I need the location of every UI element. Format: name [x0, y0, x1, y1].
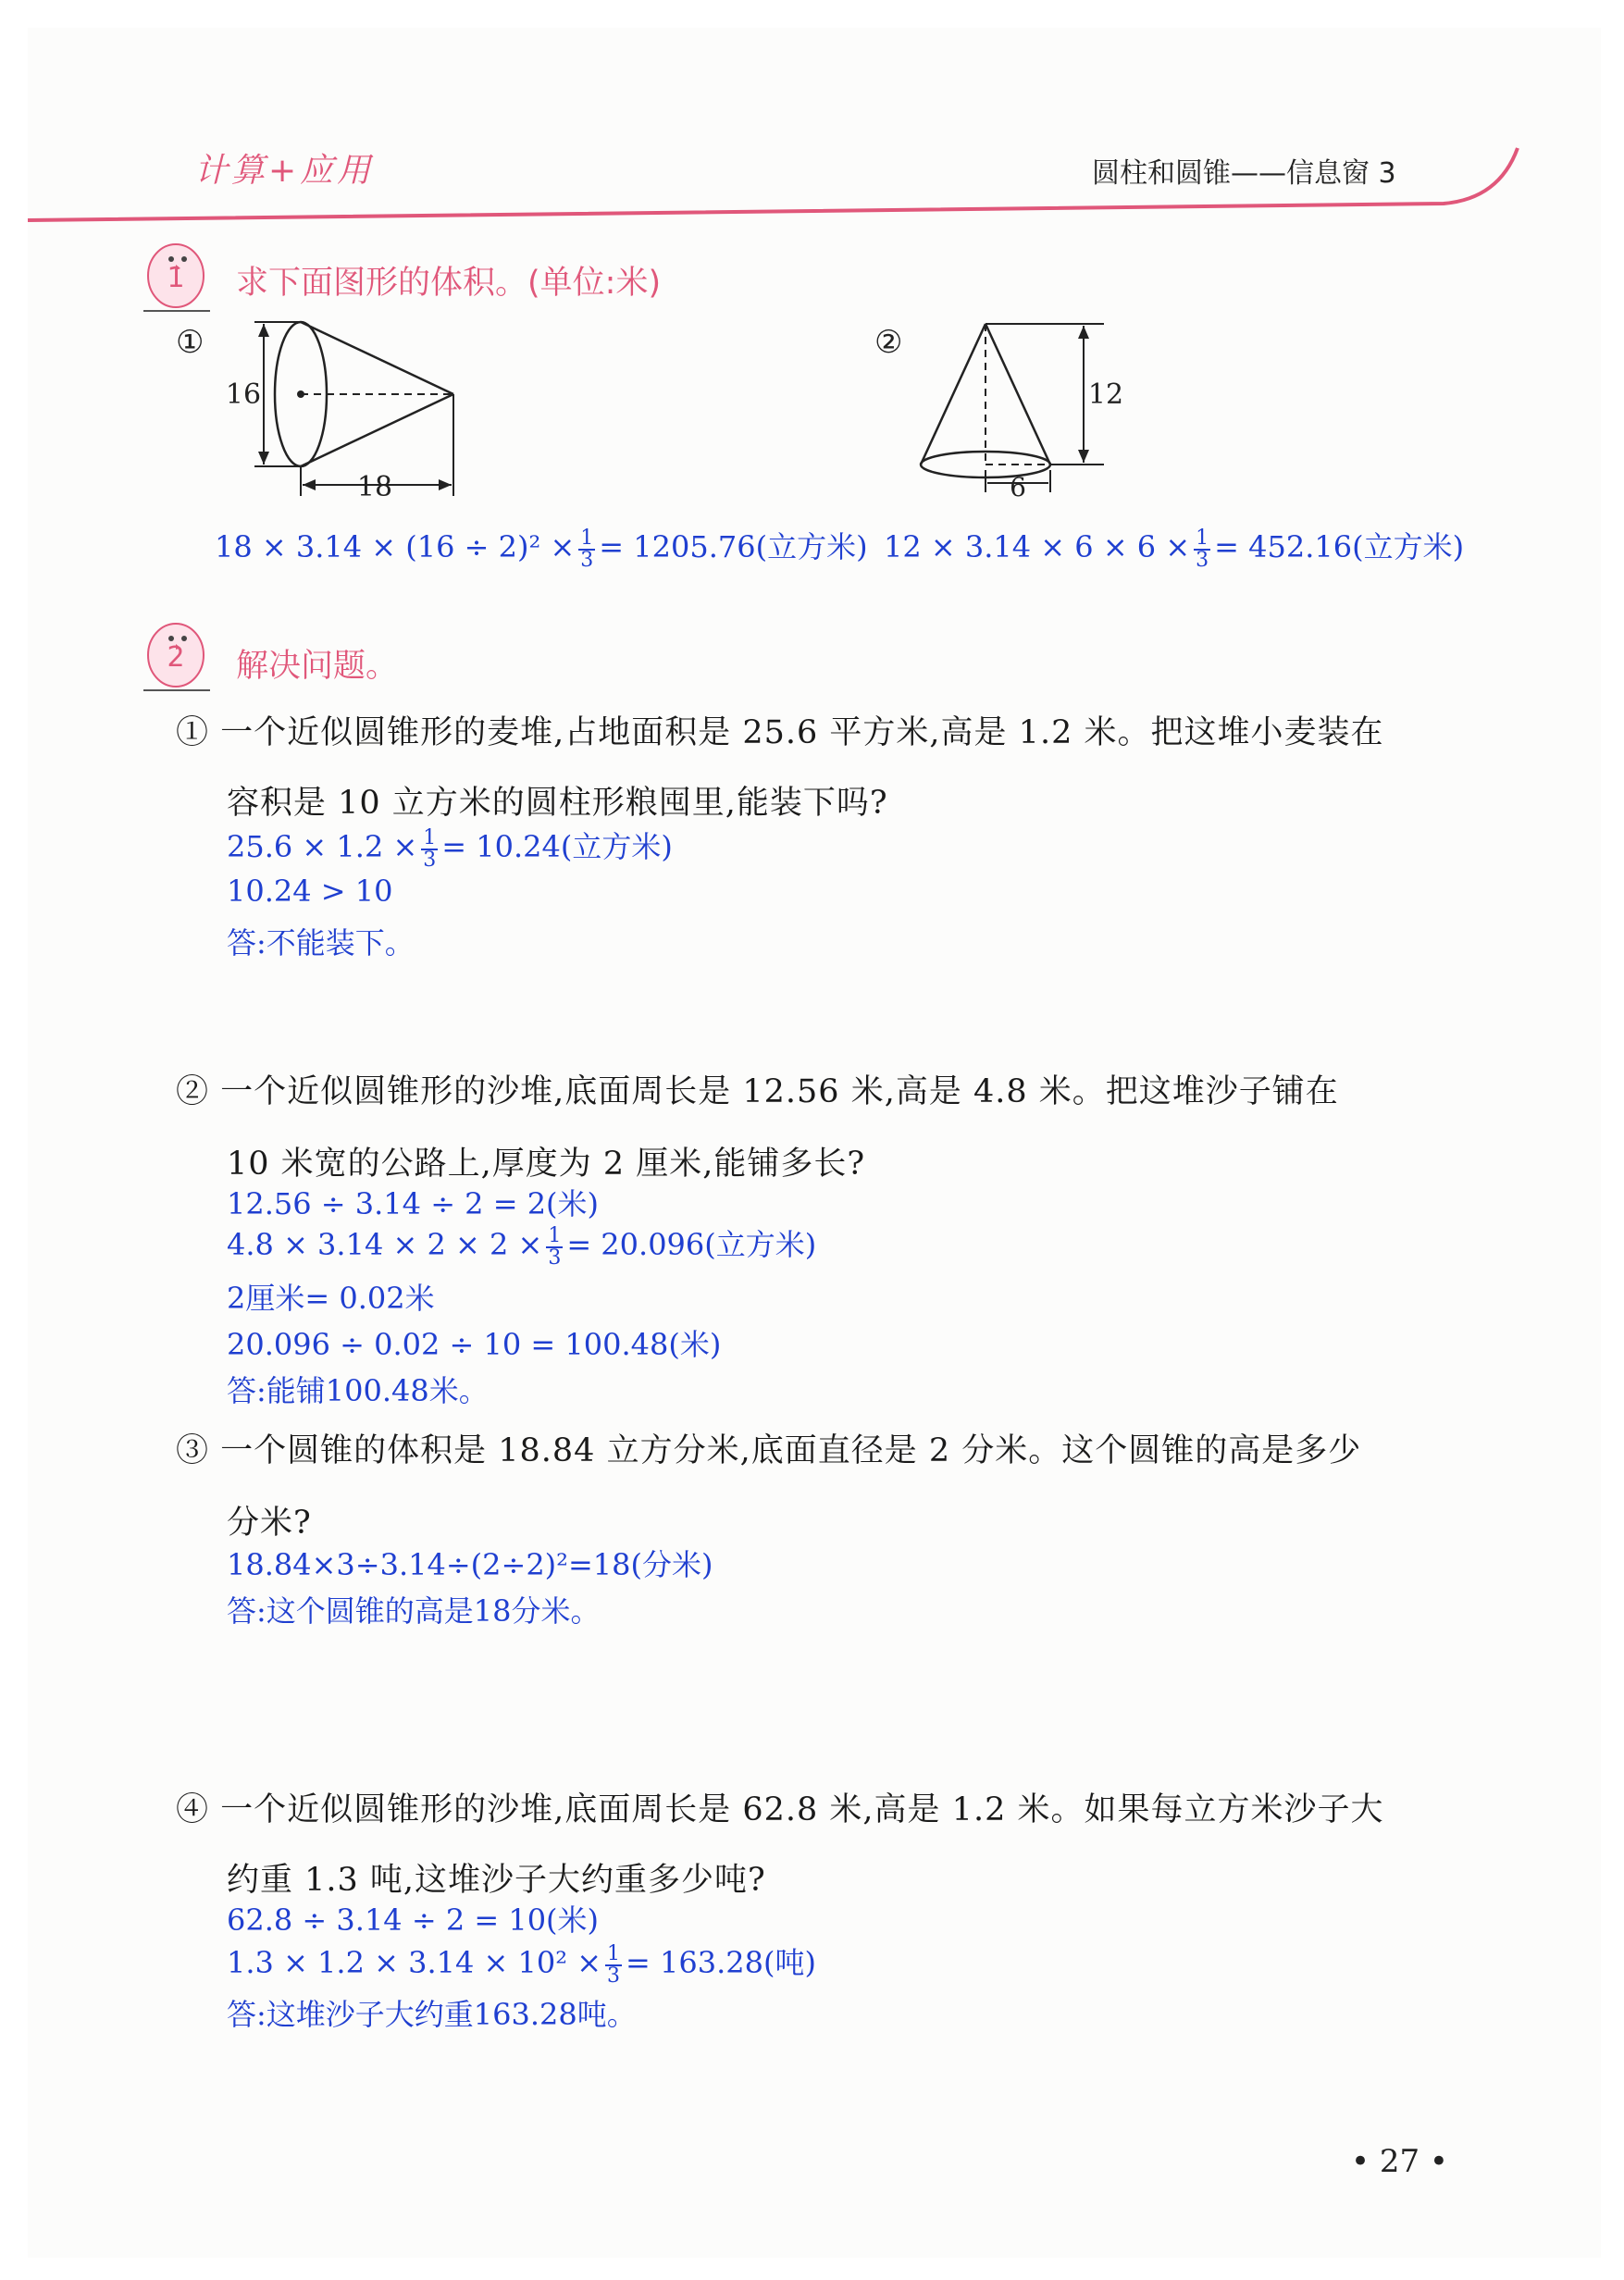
question-2-line-2: 10 米宽的公路上,厚度为 2 厘米,能铺多长? — [227, 1146, 866, 1183]
question-1-answer-line-2: 10.24 > 10 — [227, 874, 393, 909]
question-3-line-2: 分米? — [227, 1505, 312, 1542]
page-number: • 27 • — [1351, 2143, 1448, 2180]
section-2-number: 2 — [167, 641, 185, 674]
bird-badge-icon — [134, 611, 217, 703]
header-chapter-title: 圆柱和圆锥——信息窗 3 — [1092, 157, 1396, 190]
figure-1-height-label: 16 — [225, 378, 262, 411]
section-1-title: 求下面图形的体积。(单位:米) — [236, 265, 662, 302]
figure-2-radius-label: 6 — [1010, 472, 1026, 500]
figure-2-height-label: 12 — [1087, 378, 1124, 411]
question-4-answer-line-1: 62.8 ÷ 3.14 ÷ 2 = 10(米) — [227, 1902, 600, 1938]
question-3-answer-line-1: 18.84×3÷3.14÷(2÷2)²=18(分米) — [227, 1547, 713, 1582]
figure-1-length-label: 18 — [356, 471, 393, 500]
question-4-answer-line-2: 1.3 × 1.2 × 3.14 × 10² × $\frac{1}{3}$ = 163.28(吨) — [227, 1941, 816, 1988]
figure-2-marker: ② — [874, 324, 903, 361]
question-4-line-2: 约重 1.3 吨,这堆沙子大约重多少吨? — [227, 1862, 766, 1899]
question-2-answer-line-4: 20.096 ÷ 0.02 ÷ 10 = 100.48(米) — [227, 1327, 722, 1362]
question-2-answer-line-3: 2厘米= 0.02米 — [227, 1281, 435, 1316]
answer-figure-2: 12 × 3.14 × 6 × 6 × $\frac{1}{3}$ = 452.16(立方米) — [884, 526, 1465, 572]
question-2-answer-line-2: 4.8 × 3.14 × 2 × 2 × $\frac{1}{3}$ = 20.096(立方米) — [227, 1223, 817, 1270]
figure-lying-cone — [217, 315, 477, 500]
question-4-answer-conclusion: 答:这堆沙子大约重163.28吨。 — [227, 1997, 637, 2032]
bird-badge-icon — [134, 231, 217, 324]
question-1-answer-line-1: 25.6 × 1.2 × $\frac{1}{3}$ = 10.24(立方米) — [227, 825, 673, 872]
section-2-title: 解决问题。 — [236, 648, 399, 685]
header-rule — [0, 0, 1624, 241]
question-1-answer-conclusion: 答:不能装下。 — [227, 925, 415, 960]
question-1-line-2: 容积是 10 立方米的圆柱形粮囤里,能装下吗? — [227, 785, 888, 822]
figure-upright-cone — [911, 315, 1124, 500]
question-1-line-1: ① 一个近似圆锥形的麦堆,占地面积是 25.6 平方米,高是 1.2 米。把这堆小麦装在 — [176, 714, 1384, 751]
question-3-line-1: ③ 一个圆锥的体积是 18.84 立方分米,底面直径是 2 分米。这个圆锥的高是多少 — [176, 1432, 1362, 1469]
question-2-answer-line-1: 12.56 ÷ 3.14 ÷ 2 = 2(米) — [227, 1186, 600, 1221]
question-2-line-1: ② 一个近似圆锥形的沙堆,底面周长是 12.56 米,高是 4.8 米。把这堆沙子铺在 — [176, 1073, 1339, 1110]
question-2-answer-conclusion: 答:能铺100.48米。 — [227, 1373, 489, 1408]
section-1-number: 1 — [167, 262, 185, 294]
question-4-line-1: ④ 一个近似圆锥形的沙堆,底面周长是 62.8 米,高是 1.2 米。如果每立方米沙子大 — [176, 1791, 1384, 1828]
answer-figure-1: 18 × 3.14 × (16 ÷ 2)² × $\frac{1}{3}$ = 1205.76(立方米) — [215, 526, 868, 572]
figure-1-marker: ① — [176, 324, 205, 361]
question-3-answer-conclusion: 答:这个圆锥的高是18分米。 — [227, 1593, 601, 1629]
header-section-label: 计算+应用 — [194, 152, 375, 190]
